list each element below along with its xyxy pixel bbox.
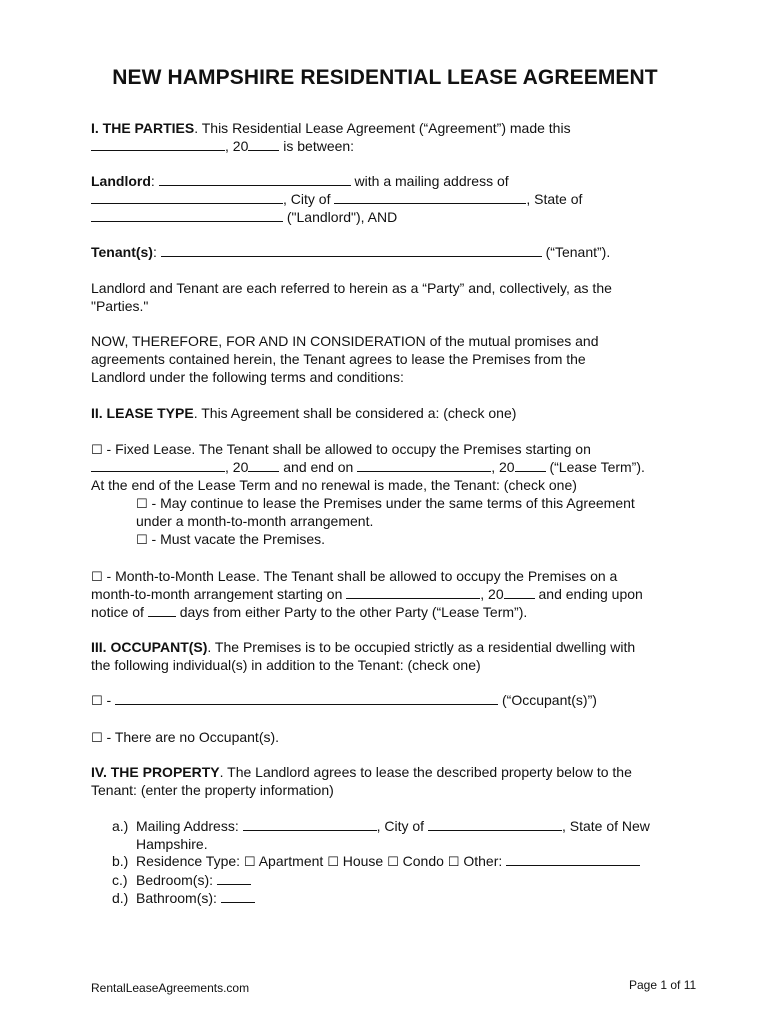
list-item-label: d.) xyxy=(112,890,129,906)
other-checkbox[interactable]: ☐ xyxy=(447,855,460,870)
apartment-checkbox[interactable]: ☐ xyxy=(243,855,256,870)
apartment-label: Apartment xyxy=(258,853,324,869)
other-type-blank[interactable] xyxy=(506,852,640,866)
occupants-option-1 xyxy=(91,691,691,709)
footer-site: RentalLeaseAgreements.com xyxy=(91,981,250,995)
bedrooms-blank[interactable] xyxy=(217,871,251,885)
document-title: NEW HAMPSHIRE RESIDENTIAL LEASE AGREEMENT xyxy=(112,66,658,89)
landlord-label: Landlord xyxy=(91,173,151,189)
occupants-names-blank[interactable] xyxy=(115,691,498,705)
property-text-2: Tenant: (enter the property information) xyxy=(91,782,334,798)
no-occupants-text: - There are no Occupant(s). xyxy=(102,729,280,745)
condo-checkbox[interactable]: ☐ xyxy=(387,855,399,870)
month-ending-text: and ending upon xyxy=(534,586,643,602)
date-separator: , 20 xyxy=(491,459,515,475)
tenant-colon: : xyxy=(152,244,157,260)
list-item-label: c.) xyxy=(112,872,128,888)
continue-lease-text-2: under a month-to-month arrangement. xyxy=(136,513,374,529)
property-city-text: , City of xyxy=(376,818,428,834)
list-item-bathrooms xyxy=(112,889,692,907)
fixed-lease-option xyxy=(91,440,691,494)
landlord-colon: : xyxy=(150,173,155,189)
renewal-options xyxy=(136,494,736,548)
occupants-text: . The Premises is to be occupied strictly as a residential dwelling with xyxy=(207,639,636,655)
list-item-residence-type xyxy=(112,852,692,870)
tenant-label: Tenant(s) xyxy=(91,244,153,260)
month-to-month-text: - Month-to-Month Lease. The Tenant shall be allowed to occupy the Premises on a xyxy=(102,568,618,584)
property-city-blank[interactable] xyxy=(428,817,562,831)
bathrooms-blank[interactable] xyxy=(221,889,255,903)
party-note xyxy=(91,279,691,315)
landlord-city-blank[interactable] xyxy=(334,190,526,204)
fixed-renewal-text: At the end of the Lease Term and no renewal is made, the Tenant: (check one) xyxy=(91,477,577,493)
notice-days-text: days from either Party to the other Party (“Lease Term”). xyxy=(175,604,528,620)
vacate-text: - Must vacate the Premises. xyxy=(147,531,326,547)
landlord-mailing-text: with a mailing address of xyxy=(350,173,509,189)
occupants-heading: III. OCCUPANT(S) xyxy=(91,639,208,655)
parties-heading: I. THE PARTIES xyxy=(91,120,195,136)
list-item-bedrooms xyxy=(112,871,692,889)
occupants-end-text: (“Occupant(s)”) xyxy=(498,692,597,708)
list-item-label: b.) xyxy=(112,853,129,869)
occupants-text-2: the following individual(s) in addition to the Tenant: (check one) xyxy=(91,657,481,673)
condo-label: Condo xyxy=(402,853,444,869)
property-text: . The Landlord agrees to lease the described property below to the xyxy=(219,764,632,780)
house-checkbox[interactable]: ☐ xyxy=(327,855,339,870)
consideration-line: agreements contained herein, the Tenant agrees to lease the Premises from the xyxy=(91,351,586,367)
fixed-lease-checkbox[interactable]: ☐ xyxy=(91,443,103,458)
tenant-section xyxy=(91,243,691,261)
fixed-start-year-blank[interactable] xyxy=(248,458,279,472)
property-heading: IV. THE PROPERTY xyxy=(91,764,220,780)
month-start-blank[interactable] xyxy=(346,585,480,599)
property-state-text: , State of New xyxy=(561,818,650,834)
lease-term-text: (“Lease Term”). xyxy=(545,459,645,475)
date-separator: , 20 xyxy=(480,586,504,602)
notice-text: notice of xyxy=(91,604,148,620)
occupants-dash: - xyxy=(102,692,116,708)
list-item-mailing-address xyxy=(112,817,692,853)
consideration-line: NOW, THEREFORE, FOR AND IN CONSIDERATION of the mutual promises and xyxy=(91,333,599,349)
month-to-month-option xyxy=(91,567,691,621)
fixed-start-blank[interactable] xyxy=(91,458,225,472)
mailing-address-blank[interactable] xyxy=(243,817,377,831)
party-note-line: Landlord and Tenant are each referred to herein as a “Party” and, collectively, as the xyxy=(91,280,612,296)
month-start-text: month-to-month arrangement starting on xyxy=(91,586,347,602)
party-note-line: "Parties." xyxy=(91,298,149,314)
agreement-day-blank[interactable] xyxy=(91,137,225,151)
tenant-name-blank[interactable] xyxy=(161,243,542,257)
occupants-option-2 xyxy=(91,728,691,746)
agreement-year-blank[interactable] xyxy=(248,137,279,151)
consideration-paragraph xyxy=(91,332,691,386)
fixed-end-blank[interactable] xyxy=(357,458,491,472)
date-separator: , 20 xyxy=(225,138,249,154)
landlord-end-text: ("Landlord"), AND xyxy=(283,209,398,225)
fixed-lease-text: - Fixed Lease. The Tenant shall be allowed to occupy the Premises starting on xyxy=(102,441,591,457)
month-to-month-checkbox[interactable]: ☐ xyxy=(91,570,103,585)
notice-days-blank[interactable] xyxy=(148,603,176,617)
parties-between-text: is between: xyxy=(279,138,355,154)
other-label: Other: xyxy=(463,853,507,869)
continue-lease-text: - May continue to lease the Premises under the same terms of this Agreement xyxy=(147,495,635,511)
lease-type-text: . This Agreement shall be considered a: (check one) xyxy=(193,405,517,421)
bedrooms-label: Bedroom(s): xyxy=(136,872,217,888)
footer-page-number: Page 1 of 11 xyxy=(629,978,697,992)
landlord-section xyxy=(91,172,691,226)
fixed-end-year-blank[interactable] xyxy=(515,458,546,472)
landlord-city-text: , City of xyxy=(283,191,331,207)
landlord-state-blank[interactable] xyxy=(91,208,283,222)
date-separator: , 20 xyxy=(225,459,249,475)
no-occupants-checkbox[interactable]: ☐ xyxy=(91,731,103,746)
landlord-name-blank[interactable] xyxy=(159,172,351,186)
occupants-section xyxy=(91,638,691,674)
occupants-checkbox[interactable]: ☐ xyxy=(91,694,103,709)
consideration-line: Landlord under the following terms and conditions: xyxy=(91,369,404,385)
vacate-checkbox[interactable]: ☐ xyxy=(136,533,148,548)
list-item-label: a.) xyxy=(112,818,129,834)
landlord-state-text: , State of xyxy=(526,191,583,207)
mailing-address-label: Mailing Address: xyxy=(136,818,243,834)
parties-section xyxy=(91,119,691,155)
residence-type-label: Residence Type: xyxy=(136,853,244,869)
parties-text: . This Residential Lease Agreement (“Agreement”) made this xyxy=(194,120,571,136)
continue-lease-checkbox[interactable]: ☐ xyxy=(136,497,148,512)
tenant-end-text: (“Tenant”). xyxy=(541,244,611,260)
lease-type-heading: II. LEASE TYPE xyxy=(91,405,194,421)
fixed-end-on-text: and end on xyxy=(279,459,358,475)
property-state-text-2: Hampshire. xyxy=(136,836,208,852)
bathrooms-label: Bathroom(s): xyxy=(136,890,221,906)
month-start-year-blank[interactable] xyxy=(504,585,535,599)
lease-type-section xyxy=(91,404,691,422)
property-section xyxy=(91,763,691,799)
landlord-address-blank[interactable] xyxy=(91,190,283,204)
house-label: House xyxy=(342,853,384,869)
